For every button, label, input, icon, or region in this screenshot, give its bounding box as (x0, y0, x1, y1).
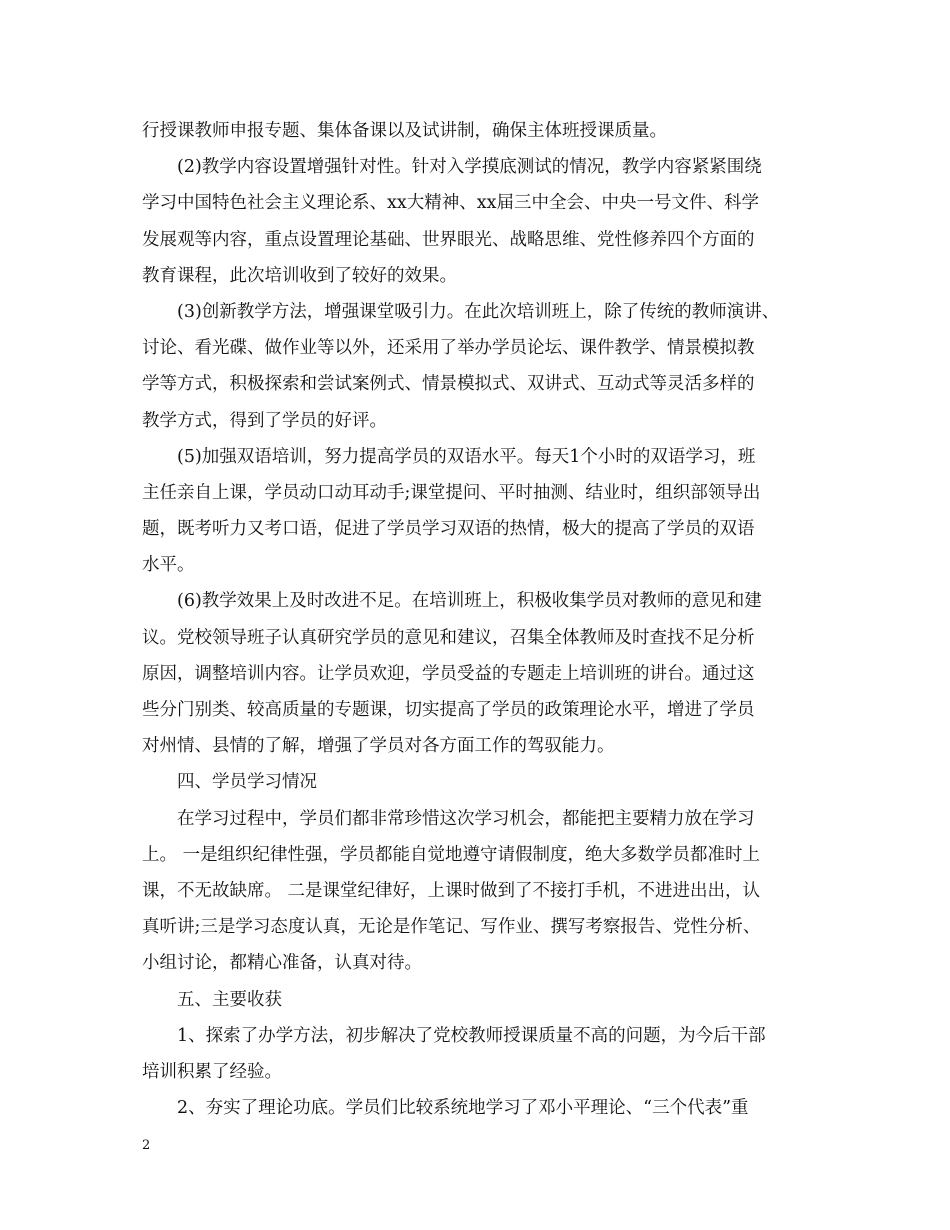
text-line: 题，既考听力又考口语，促进了学员学习双语的热情，极大的提高了学员的双语 (142, 519, 755, 540)
section-heading: 四、学员学习情况 (142, 772, 317, 793)
text-line: 2、夯实了理论功底。学员们比较系统地学习了邓小平理论、“三个代表”重 (142, 1098, 749, 1119)
text-line: 学习中国特色社会主义理论系、xx大精神、xx届三中全会、中央一号文件、科学 (142, 193, 759, 214)
text-line: 小组讨论，都精心准备，认真对待。 (142, 953, 422, 974)
text-line: 行授课教师申报专题、集体备课以及试讲制，确保主体班授课质量。 (142, 121, 667, 141)
text-line: 上。 一是组织纪律性强，学员都能自觉地遵守请假制度，绝大多数学员都准时上 (142, 844, 761, 865)
text-line: 讨论、看光碟、做作业等以外，还采用了举办学员论坛、课件教学、情景模拟教 (142, 338, 755, 359)
text-line: 水平。 (142, 555, 195, 576)
text-line: 1、探索了办学方法，初步解决了党校教师授课质量不高的问题，为今后干部 (142, 1025, 766, 1046)
text-line: 对州情、县情的了解，增强了学员对各方面工作的驾驭能力。 (142, 736, 615, 757)
section-heading: 五、主要收获 (142, 989, 282, 1010)
text-line: 些分门别类、较高质量的专题课，切实提高了学员的政策理论水平，增进了学员 (142, 700, 755, 720)
text-line: 在学习过程中，学员们都非常珍惜这次学习机会，都能把主要精力放在学习 (142, 808, 755, 829)
text-line: (6)教学效果上及时改进不足。在培训班上，积极收集学员对教师的意见和建 (142, 591, 762, 612)
text-line: 发展观等内容，重点设置理论基础、世界眼光、战略思维、党性修养四个方面的 (142, 229, 755, 250)
text-line: 学等方式，积极探索和尝试案例式、情景模拟式、双讲式、互动式等灵活多样的 (142, 374, 755, 395)
text-line: 教育课程，此次培训收到了较好的效果。 (142, 265, 457, 286)
document-body (142, 113, 810, 1126)
text-line: (2)教学内容设置增强针对性。针对入学摸底测试的情况，教学内容紧紧围绕 (142, 157, 762, 178)
text-line: 主任亲自上课，学员动口动耳动手;课堂提问、平时抽测、结业时，组织部领导出 (142, 482, 761, 503)
text-line: (3)创新教学方法，增强课堂吸引力。在此次培训班上，除了传统的教师演讲、 (142, 301, 780, 322)
text-line: 原因，调整培训内容。让学员欢迎，学员受益的专题走上培训班的讲台。通过这 (142, 663, 755, 684)
text-line: 课，不无故缺席。 二是课堂纪律好，上课时做到了不接打手机，不进进出出，认 (142, 880, 761, 901)
text-line: 教学方式，得到了学员的好评。 (142, 410, 387, 431)
text-line: 议。党校领导班子认真研究学员的意见和建议，召集全体教师及时查找不足分析 (142, 627, 755, 648)
page-number: 2 (142, 1138, 151, 1153)
text-line: 真听讲;三是学习态度认真，无论是作笔记、写作业、撰写考察报告、党性分析、 (142, 917, 761, 938)
text-line: (5)加强双语培训，努力提高学员的双语水平。每天1个小时的双语学习，班 (142, 446, 756, 467)
text-line: 培训积累了经验。 (142, 1061, 282, 1082)
